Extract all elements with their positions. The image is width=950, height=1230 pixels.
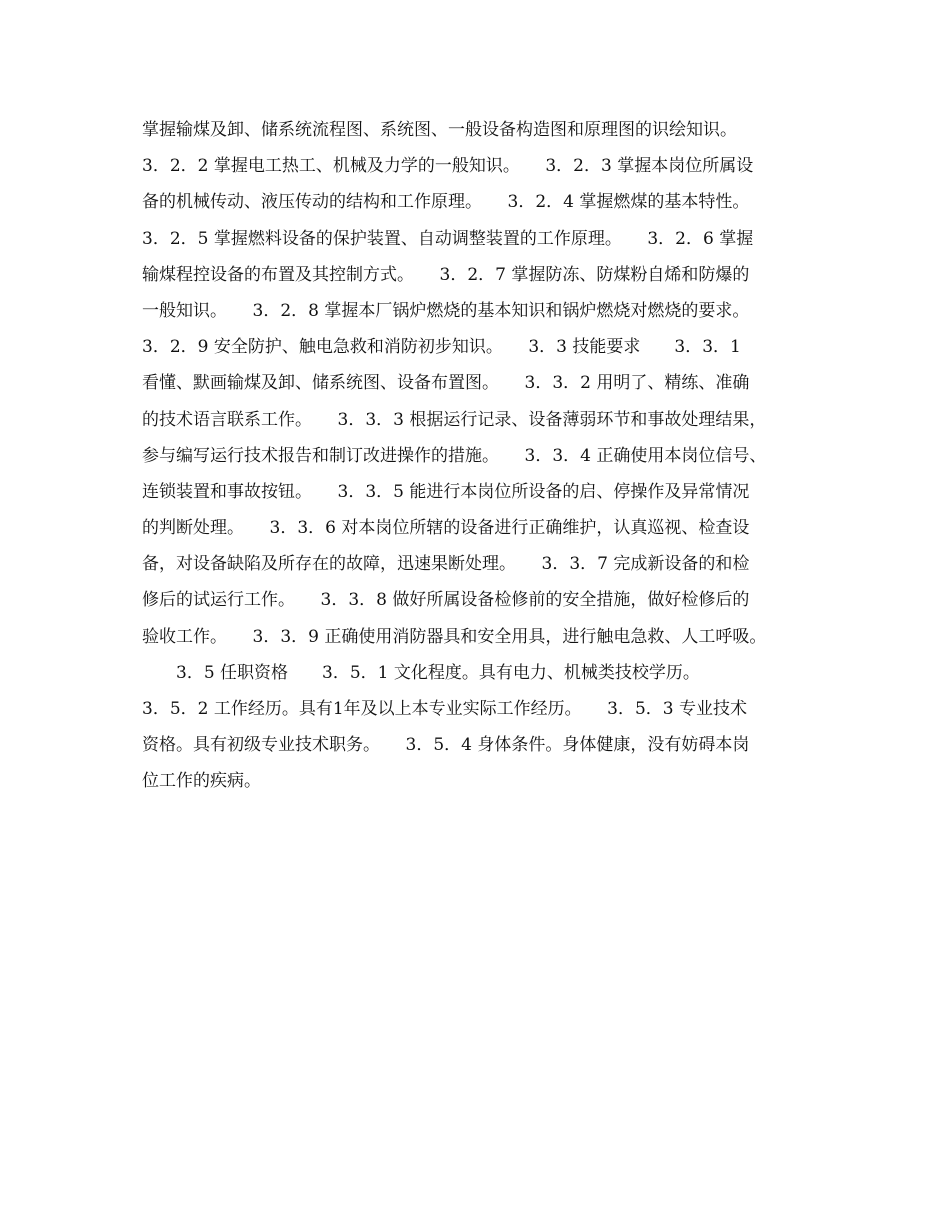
text-line: 位工作的疾病。 [142, 771, 261, 792]
text-line: 看懂、默画输煤及卸、储系统图、设备布置图。 3．3．2 用明了、精练、准确 [142, 373, 750, 394]
text-line: 掌握输煤及卸、储系统流程图、系统图、一般设备构造图和原理图的识绘知识。 [142, 120, 737, 140]
text-line: 验收工作。 3．3．9 正确使用消防器具和安全用具，进行触电急救、人工呼吸。 [142, 626, 767, 647]
text-line: 3．2．5 掌握燃料设备的保护装置、自动调整装置的工作原理。 3．2．6 掌握 [142, 228, 754, 249]
text-line: 的判断处理。 3．3．6 对本岗位所辖的设备进行正确维护，认真巡视、检查设 [142, 518, 750, 539]
text-line: 参与编写运行技术报告和制订改进操作的措施。 3．3．4 正确使用本岗位信号、 [142, 445, 767, 466]
text-line: 一般知识。 3．2．8 掌握本厂锅炉燃烧的基本知识和锅炉燃烧对燃烧的要求。 [142, 300, 750, 321]
text-line: 3．5．2 工作经历。具有1年及以上本专业实际工作经历。 3．5．3 专业技术 [142, 699, 748, 719]
text-line: 资格。具有初级专业技术职务。 3．5．4 身体条件。身体健康，没有妨碍本岗 [142, 735, 750, 756]
text-line: 备，对设备缺陷及所存在的故障，迅速果断处理。 3．3．7 完成新设备的和检 [142, 554, 750, 575]
text-line: 3．2．2 掌握电工热工、机械及力学的一般知识。 3．2．3 掌握本岗位所属设 [142, 156, 754, 177]
text-line: 连锁装置和事故按钮。 3．3．5 能进行本岗位所设备的启、停操作及异常情况 [142, 481, 750, 502]
text-line: 3．2．9 安全防护、触电急救和消防初步知识。 3．3 技能要求 3．3．1 [142, 337, 741, 358]
text-line: 备的机械传动、液压传动的结构和工作原理。 3．2．4 掌握燃煤的基本特性。 [142, 192, 750, 213]
text-line: 的技术语言联系工作。 3．3．3 根据运行记录、设备薄弱环节和事故处理结果， [142, 409, 767, 430]
text-line: 修后的试运行工作。 3．3．8 做好所属设备检修前的安全措施，做好检修后的 [142, 590, 750, 611]
document-body [142, 112, 822, 800]
text-line: 输煤程控设备的布置及其控制方式。 3．2．7 掌握防冻、防煤粉自烯和防爆的 [142, 264, 750, 285]
text-line: 3．5 任职资格 3．5．1 文化程度。具有电力、机械类技校学历。 [142, 662, 700, 683]
